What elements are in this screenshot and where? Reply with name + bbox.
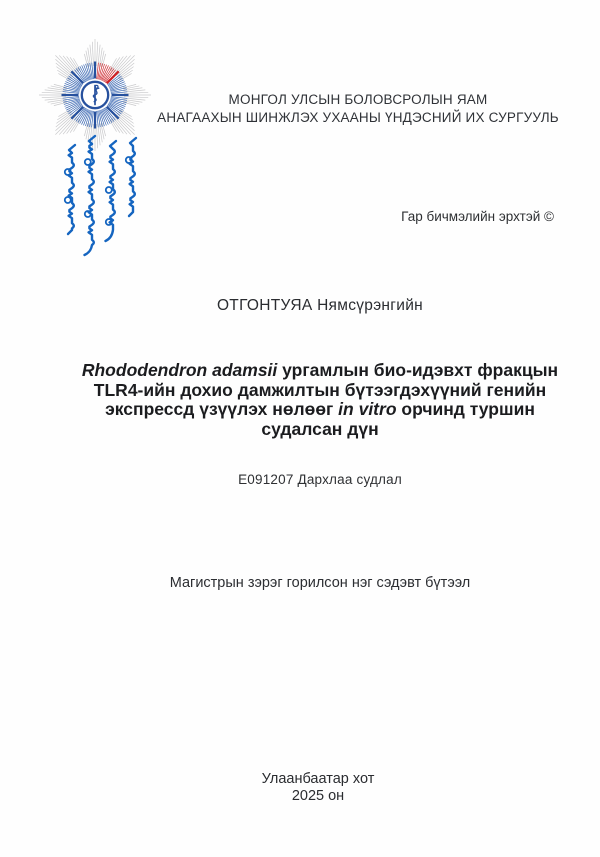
emblem-center [82, 82, 108, 108]
page-header [133, 91, 583, 126]
degree-note: Магистрын зэрэг горилсон нэг сэдэвт бүтээл [169, 575, 471, 591]
university-logo [32, 34, 162, 264]
thesis-title [60, 361, 580, 440]
species-name: Rhododendron adamsii [81, 360, 278, 380]
mongolian-script [65, 136, 136, 255]
author-name: ОТГОНТУЯА Нямсүрэнгийн [216, 297, 424, 314]
title-line-3: экспрессд үзүүлэх нөлөөг in vitro орчинд туршин [105, 399, 535, 420]
title-line-2: TLR4-ийн дохио дамжилтын бүтээгдэхүүний генийн [93, 379, 547, 400]
title-line-1: Rhododendron adamsii ургамлын био-идэвхт фракцын [81, 360, 559, 380]
program-code-line: Е091207 Дархлаа судлал [238, 472, 402, 487]
title-line-4: судалсан дүн [261, 419, 379, 440]
in-vitro-term: in vitro [338, 399, 397, 420]
copyright-note: Гар бичмэлийн эрхтэй © [401, 209, 554, 224]
year-line: 2025 он [291, 787, 345, 804]
emblem-star-icon [32, 34, 162, 264]
city-line: Улаанбаатар хот [261, 771, 375, 787]
page-footer [68, 771, 568, 804]
ministry-line: МОНГОЛ УЛСЫН БОЛОВСРОЛЫН ЯАМ [228, 92, 488, 107]
university-line: АНАГААХЫН ШИНЖЛЭХ УХААНЫ ҮНДЭСНИЙ ИХ СУРГУУЛЬ [157, 109, 559, 125]
